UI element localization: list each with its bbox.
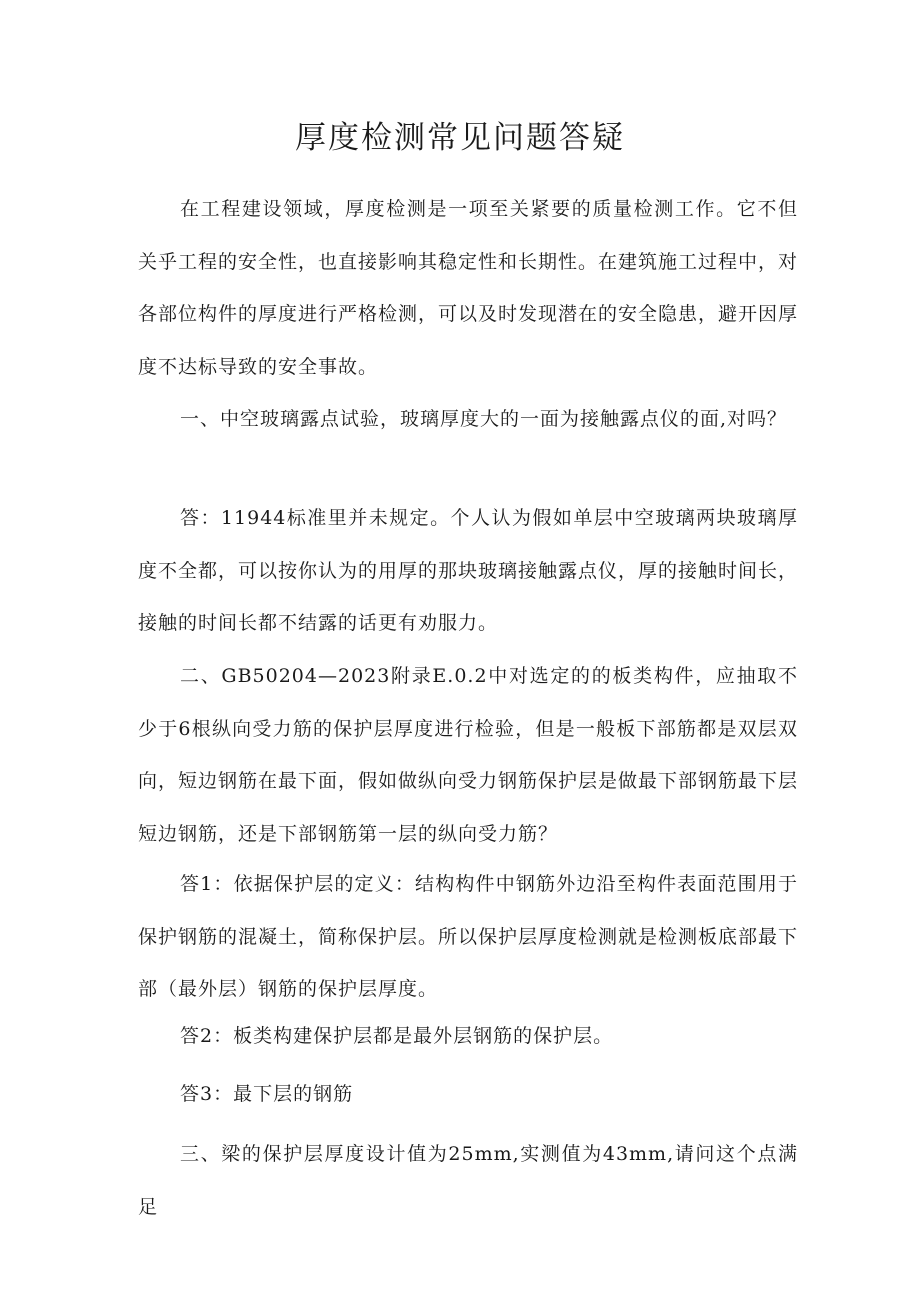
answer-2-3: 答3：最下层的钢筋 <box>180 1083 354 1105</box>
answer-2-2: 答2：板类构建保护层都是最外层钢筋的保护层。 <box>180 1025 614 1047</box>
page-title: 厚度检测常见问题答疑 <box>295 120 625 156</box>
question-3: 三、梁的保护层厚度设计值为25mm,实测值为43mm,请问这个点满足 <box>138 1143 798 1218</box>
question-1: 一、中空玻璃露点试验，玻璃厚度大的一面为接触露点仪的面,对吗？ <box>180 408 788 430</box>
answer-2-1: 答1：依据保护层的定义：结构构件中钢筋外边沿至构件表面范围用于保护钢筋的混凝土，简称保护层。所以保护层厚度检测就是检测板底部最下部（最外层）钢筋的保护层厚度。 <box>138 873 799 1000</box>
question-2: 二、GB50204—2023附录E.0.2中对选定的的板类构件，应抽取不少于6根纵向受力筋的保护层厚度进行检验，但是一般板下部筋都是双层双向，短边钢筋在最下面，假如做纵向受力钢筋保护层是做最下部钢筋最下层短边钢筋，还是下部钢筋第一层的纵向受力筋？ <box>138 665 799 845</box>
intro-paragraph: 在工程建设领域，厚度检测是一项至关紧要的质量检测工作。它不但关乎工程的安全性，也直接影响其稳定性和长期性。在建筑施工过程中，对各部位构件的厚度进行严格检测，可以及时发现潜在的安全隐患，避开因厚度不达标导致的安全事故。 <box>138 198 799 378</box>
answer-1: 答：11944标准里并未规定。个人认为假如单层中空玻璃两块玻璃厚度不全都，可以按你认为的用厚的那块玻璃接触露点仪，厚的接触时间长，接触的时间长都不结露的话更有劝服力。 <box>138 507 799 634</box>
